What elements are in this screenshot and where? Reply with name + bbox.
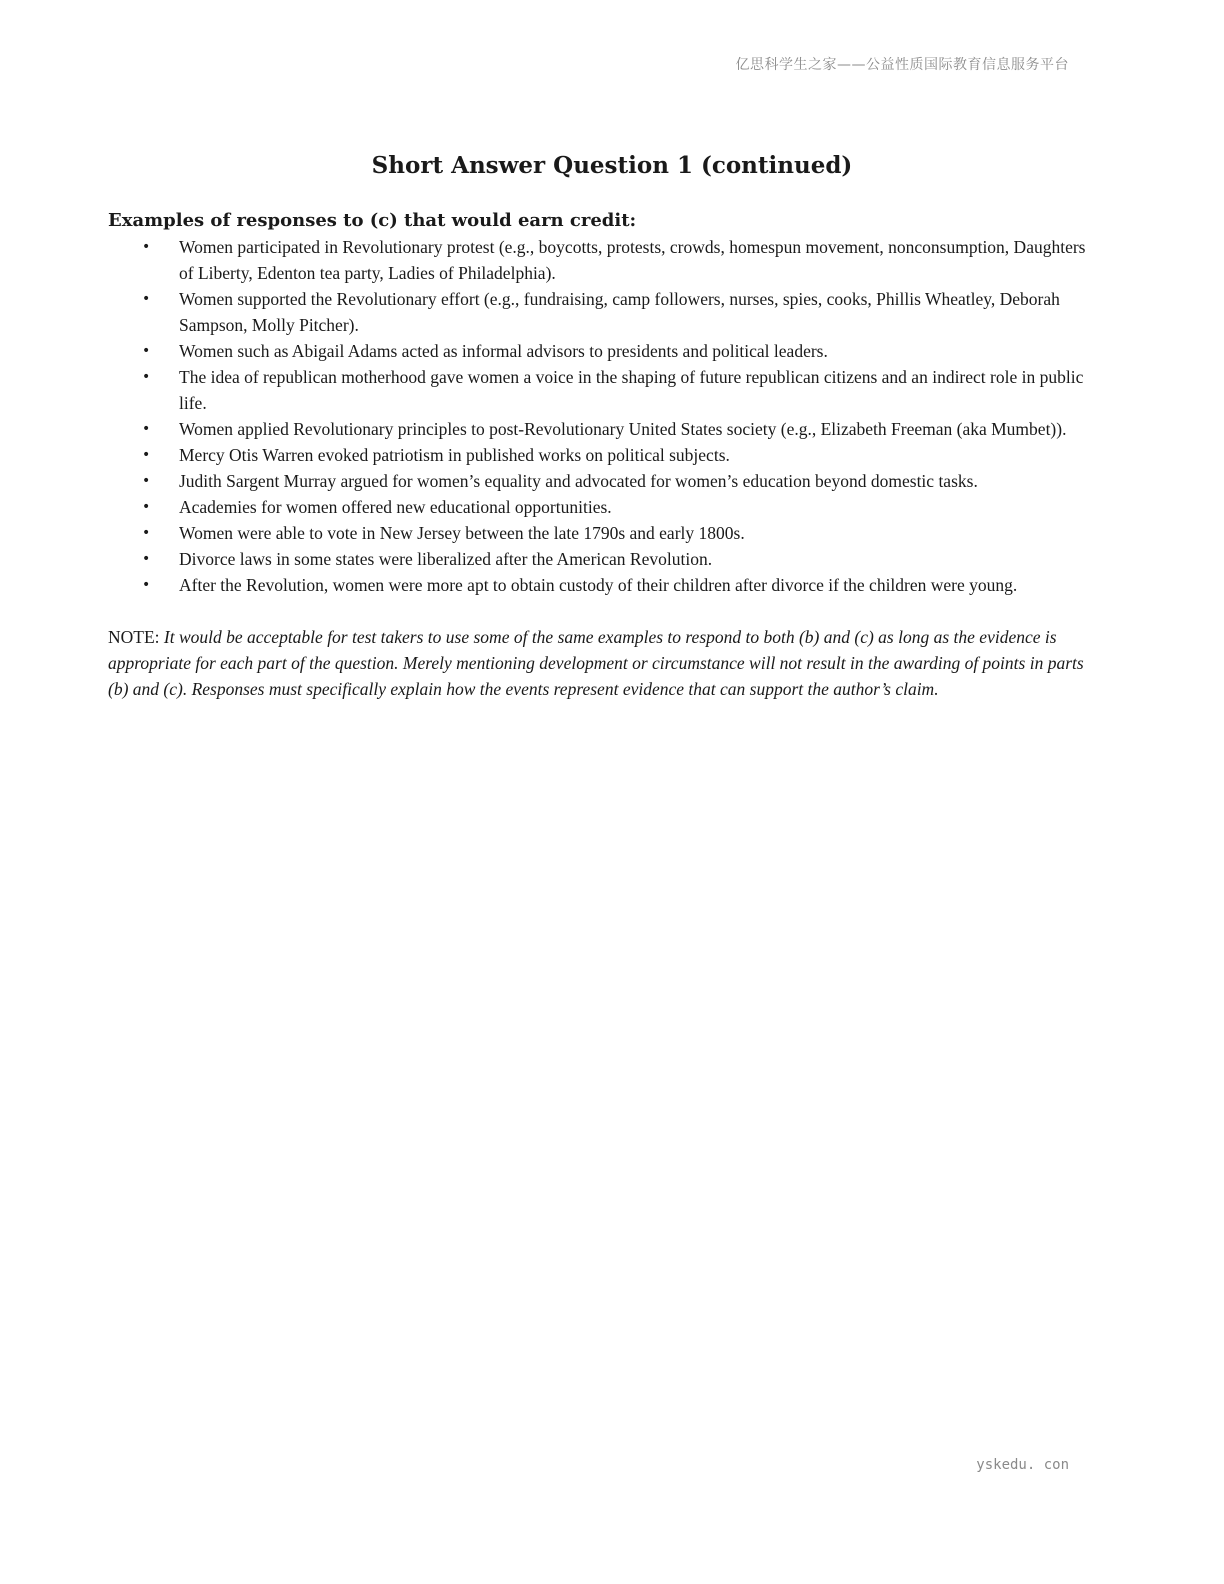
list-item-text: The idea of republican motherhood gave women a voice in the shaping of future republican citizens and an indirect role in public life.	[179, 367, 1084, 413]
main-content	[108, 208, 1093, 720]
bullet-icon: •	[142, 499, 151, 515]
page-title: Short Answer Question 1 (continued)	[371, 152, 853, 179]
list-item-text: Women applied Revolutionary principles to post-Revolutionary United States society (e.g., Elizabeth Freeman (aka Mumbet)).	[179, 419, 1067, 439]
note-paragraph	[108, 624, 1093, 702]
list-item	[108, 520, 1093, 546]
list-item	[108, 494, 1093, 520]
bullet-icon: •	[142, 577, 151, 593]
list-item	[108, 468, 1093, 494]
list-item-text: Mercy Otis Warren evoked patriotism in published works on political subjects.	[179, 445, 730, 465]
list-item	[108, 286, 1093, 338]
bullet-icon: •	[142, 525, 151, 541]
bullet-icon: •	[142, 343, 151, 359]
bullet-icon: •	[142, 421, 151, 437]
list-item	[108, 572, 1093, 598]
examples-list	[108, 234, 1093, 598]
list-item-text: Judith Sargent Murray argued for women’s equality and advocated for women’s education beyond domestic tasks.	[179, 471, 978, 491]
list-item	[108, 364, 1093, 416]
list-item-text: Women participated in Revolutionary protest (e.g., boycotts, protests, crowds, homespun movement, nonconsumption, Daughters of Liberty, Edenton tea party, Ladies of Philadelphia).	[179, 237, 1086, 283]
bullet-icon: •	[142, 473, 151, 489]
section-heading: Examples of responses to (c) that would earn credit:	[108, 210, 637, 231]
list-item-text: Women were able to vote in New Jersey between the late 1790s and early 1800s.	[179, 523, 745, 543]
list-item-text: After the Revolution, women were more apt to obtain custody of their children after divorce if the children were young.	[179, 575, 1018, 595]
bullet-icon: •	[142, 447, 151, 463]
list-item-text: Academies for women offered new educational opportunities.	[179, 497, 612, 517]
list-item	[108, 416, 1093, 442]
bullet-icon: •	[142, 369, 151, 385]
list-item	[108, 338, 1093, 364]
list-item	[108, 234, 1093, 286]
list-item-text: Women such as Abigail Adams acted as informal advisors to presidents and political leaders.	[179, 341, 828, 361]
note-label: NOTE:	[108, 627, 160, 647]
header-watermark: 亿思科学生之家——公益性质国际教育信息服务平台	[735, 57, 1069, 73]
list-item	[108, 546, 1093, 572]
footer-watermark: yskedu. con	[976, 1457, 1069, 1473]
bullet-icon: •	[142, 291, 151, 307]
list-item-text: Women supported the Revolutionary effort (e.g., fundraising, camp followers, nurses, spies, cooks, Phillis Wheatley, Deborah Sampson, Molly Pitcher).	[179, 289, 1060, 335]
list-item	[108, 442, 1093, 468]
list-item-text: Divorce laws in some states were liberalized after the American Revolution.	[179, 549, 713, 569]
note-body: It would be acceptable for test takers to use some of the same examples to respond to both (b) and (c) as long as the evidence is appropriate for each part of the question. Merely mentioning development or circumstance will not result in the awarding of points in parts (b) and (c). Responses must specifically explain how the events represent evidence that can support the author’s claim.	[108, 627, 1084, 699]
bullet-icon: •	[142, 551, 151, 567]
bullet-icon: •	[142, 239, 151, 255]
